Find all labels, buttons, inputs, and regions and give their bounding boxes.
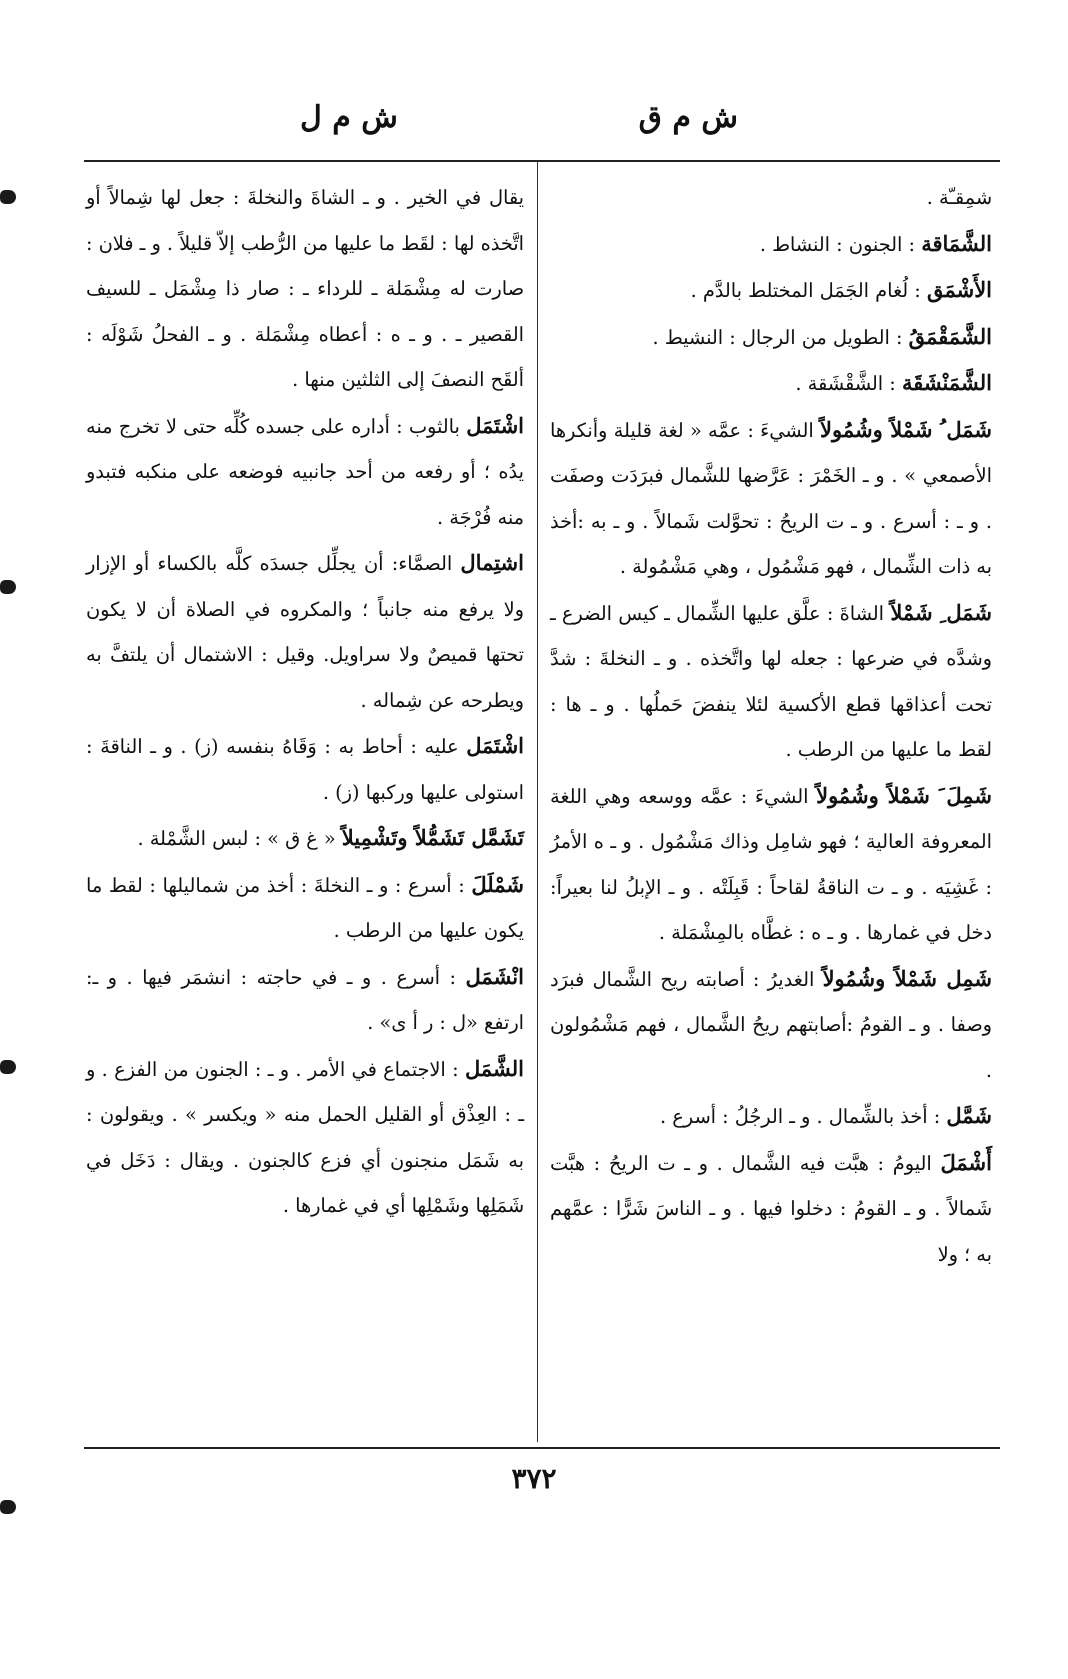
entry-text: : الاجتماع في الأمر . و ـ : الجنون من الفزع . و ـ : العِذْق أو القليل الحمل منه « ويكسر » . ويقولون : به شَمَل منجنون أي فزع كالجنون . ويقال : دَخَل في شَمَلِها وشَمْلِها أي في غمارها .	[86, 1057, 524, 1217]
entry-text: الصمَّاء: أن يجلِّل جسدَه كلَّه بالكساء أو الإزار ولا يرفع منه جانباً ؛ والمكروه في الصلاة أن لا يكون تحتها قميصٌ ولا سراويل. وقيل : الاشتمال أن يلتفَّ به ويطرحه عن شِماله .	[86, 552, 524, 712]
entry-text: : الطويل من الرجال : النشيط .	[652, 325, 903, 349]
dictionary-entry	[550, 314, 992, 361]
entry-text: الشيءَ : عمَّه ووسعه وهي اللغة المعروفة العالية ؛ فهو شامِل وذاك مَشْمُول . و ـ ه الأمرُ : غَشِيَه . و ـ ت الناقةُ لقاحاً : قَبِلَتْه . و ـ الإبلُ لنا بعيراً: دخل في غمارها . و ـ ه : غطَّاه بالمِشْمَلة .	[550, 784, 992, 944]
entry-text: عليه : أحاط به : وَقَاهُ بنفسه (ز) . و ـ الناقةَ : استولى عليها وركبها (ز) .	[86, 735, 524, 804]
entry-text: : أسرع . و ـ في حاجته : انشمَر فيها . و ـ: ارتفع «ل : ر أ ى» .	[86, 965, 524, 1034]
dictionary-entry	[550, 407, 992, 590]
entry-headword: شَمَل ِ شَمْلاً	[890, 599, 992, 625]
entry-headword: أَشْمَلَ	[940, 1149, 992, 1175]
dictionary-entry	[550, 221, 992, 268]
margin-mark	[0, 580, 16, 594]
entry-text: : الشَّقْشَقة .	[795, 372, 896, 395]
entry-text: اليومُ : هبَّت فيه الشَّمال . و ـ ت الريحُ : هبَّت شَمالاً . و ـ القومُ : دخلوا فيها . و ـ الناسَ شَرًّا : عمَّهم به ؛ ولا	[550, 1151, 992, 1266]
entry-text: : الجنون : النشاط .	[759, 232, 916, 256]
entry-headword: انْشَمَل	[465, 963, 524, 989]
dictionary-entry	[550, 1140, 992, 1278]
entry-text: يقال في الخير . و ـ الشاةَ والنخلةَ : جعل لها شِمالاً أو اتَّخذه لها : لقَط ما عليها من الرُّطب إلاّ قليلاً . و ـ فلان : صارت له مِشْمَلة ـ للرداء ـ : صار ذا مِشْمَل ـ للسيف القصير ـ . و ـ ه : أعطاه مِشْمَلة . و ـ الفحلُ شَوْلَه : ألقَح النصفَ إلى الثلثين منها .	[86, 186, 524, 391]
entry-text: : لُغام الجَمَل المختلط بالدَّم .	[690, 279, 921, 302]
dictionary-entry	[86, 723, 524, 815]
entry-text: شمِقـّة .	[926, 186, 992, 209]
dictionary-entry	[550, 590, 992, 773]
margin-mark	[0, 190, 16, 204]
entry-text: بالثوب : أداره على جسده كُلِّه حتى لا تخرج منه يدُه ؛ أو رفعه من أحد جانبيه فوضعه على منكبه فتبدو منه فُرْجَة .	[86, 414, 524, 529]
entry-text: الشيءَ : عمَّه « لغة قليلة وأنكرها الأصمعي » . و ـ الخَمْرَ : عَرَّضها للشَّمال فبرَدَت وصفَت . و ـ : أسرع . و ـ ت الريحُ : تحوَّلت شَمالاً . و ـ به :أخذ به ذات الشِّمال ، فهو مَشْمُول ، وهي مَشْمُولة .	[550, 418, 992, 578]
entry-headword: تَشَمَّل تَشَمُّلاً وتَشْمِيلاً	[341, 825, 524, 850]
entry-headword: شَمِلَ َ شَمْلاً وشُمُولاً	[816, 782, 992, 808]
entry-text: « غ ق » : لبس الشَّمْلة .	[137, 827, 336, 850]
entry-headword: شَمْلَلَ	[471, 871, 524, 897]
entry-headword: اشْتَمَل	[466, 733, 524, 758]
entry-headword: الشَّمَاقة	[921, 230, 992, 256]
dictionary-entry	[86, 1046, 524, 1229]
header-right-root: ش م ق	[638, 100, 738, 135]
right-column	[550, 174, 992, 1277]
page-number: ٣٧٢	[511, 1462, 557, 1495]
dictionary-entry	[550, 1093, 992, 1140]
dictionary-entry	[550, 360, 992, 407]
entry-headword: اشْتَمَل	[466, 412, 524, 438]
dictionary-entry	[86, 954, 524, 1046]
entry-headword: شَمِل شَمْلاً وشُمُولاً	[822, 965, 993, 991]
dictionary-entry	[86, 862, 524, 954]
entry-headword: الشَّمَل	[465, 1055, 525, 1081]
dictionary-entry	[550, 773, 992, 956]
left-column	[86, 174, 524, 1229]
dictionary-entry	[86, 815, 524, 862]
dictionary-entry	[550, 174, 992, 221]
entry-headword: الشَّمَقْمَقُ	[908, 323, 992, 349]
entry-text: : أسرع : و ـ النخلةَ : أخذ من شماليلها : لقط ما يكون عليها من الرطب .	[86, 873, 524, 942]
dictionary-entry	[86, 540, 524, 723]
dictionary-entry	[86, 403, 524, 541]
entry-text: الغديرُ : أصابته ريح الشَّمال فبرَد وصفا . و ـ القومُ :أصابتهم ريحُ الشَّمال ، فهم مَشْمُولون .	[550, 967, 992, 1082]
column-divider	[537, 162, 538, 1442]
entry-headword: الشَّمَنْشَقَة	[901, 370, 992, 395]
top-rule	[84, 160, 1000, 162]
bottom-rule	[84, 1447, 1000, 1449]
entry-text: : أخذ بالشِّمال . و ـ الرجُلُ : أسرع .	[660, 1105, 941, 1128]
entry-headword: اشتِمال	[460, 550, 524, 575]
entry-headword: الأَشْمَق	[926, 277, 992, 302]
entry-headword: شَمَّل	[946, 1103, 992, 1128]
entry-headword: شَمَل ُ شَمْلاً وشُمُولاً	[820, 416, 992, 442]
margin-mark	[0, 1060, 16, 1074]
dictionary-entry	[550, 956, 992, 1094]
header-left-root: ش م ل	[300, 100, 398, 135]
entry-text: الشاةَ : علَّق عليها الشِّمال ـ كيس الضرع ـ وشدَّه في ضرعها : جعله لها واتَّخذه . و ـ النخلةَ : شدَّ تحت أعذاقها قطع الأكسية لئلا ينفضَ حَملُها . و ـ ها : لقط ما عليها من الرطب .	[550, 601, 992, 761]
margin-mark	[0, 1500, 16, 1514]
dictionary-entry	[550, 267, 992, 314]
dictionary-entry	[86, 174, 524, 403]
